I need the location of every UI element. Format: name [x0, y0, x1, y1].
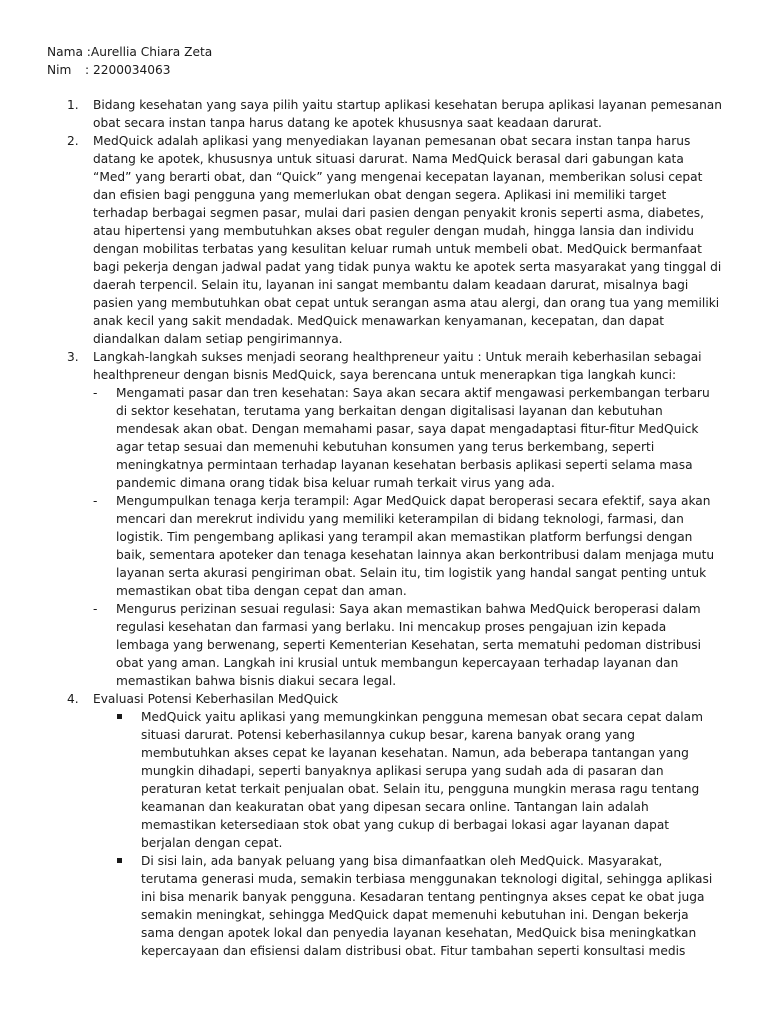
item-number: 3. — [67, 350, 79, 364]
name-value: Aurellia Chiara Zeta — [90, 45, 213, 59]
item-number: 2. — [67, 134, 79, 148]
numbered-list — [47, 96, 722, 960]
item-number: 1. — [67, 98, 79, 112]
nim-value: : 2200034063 — [85, 63, 171, 77]
subitem-text: MedQuick yaitu aplikasi yang memungkinkan pengguna memesan obat secara cepat dalam situasi darurat. Potensi keberhasilannya cukup besar, karena banyak orang yang membutuhkan akses cepat ke layanan kesehatan. Namun, ada beberapa tantangan yang mungkin dihadapi, seperti banyaknya aplikasi serupa yang sudah ada di pasaran dan peraturan ketat terkait penjualan obat. Selain itu, pengguna mungkin merasa ragu tentang keamanan dan keakuratan obat yang dipesan secara online. Tantangan lain adalah memastikan ketersediaan stok obat yang cukup di berbagai lokasi agar layanan dapat berjalan dengan cepat. — [141, 710, 703, 850]
dash-bullet: - — [93, 602, 98, 616]
subitem-text: Mengumpulkan tenaga kerja terampil: Agar MedQuick dapat beroperasi secara efektif, saya akan mencari dan merekrut individu yang memiliki keterampilan di bidang teknologi, farmasi, dan logistik. Tim pengembang aplikasi yang terampil akan memastikan platform berfungsi dengan baik, sementara apoteker dan tenaga kesehatan lainnya akan berkontribusi dalam menjaga mutu layanan serta akurasi pengiriman obat. Selain itu, tim logistik yang handal sangat penting untuk memastikan obat tiba dengan cepat dan aman. — [116, 494, 715, 598]
dash-list-item — [93, 384, 722, 492]
square-bullet-icon — [117, 858, 122, 863]
item-text: Evaluasi Potensi Keberhasilan MedQuick — [93, 692, 339, 706]
item-text: Langkah-langkah sukses menjadi seorang healthpreneur yaitu : Untuk meraih keberhasilan sebagai healthpreneur dengan bisnis MedQuick, saya berencana untuk menerapkan tiga langkah kunci: — [93, 350, 702, 382]
name-label: Nama : — [47, 45, 91, 59]
dash-list — [93, 384, 722, 690]
subitem-text: Di sisi lain, ada banyak peluang yang bisa dimanfaatkan oleh MedQuick. Masyarakat, terutama generasi muda, semakin terbiasa menggunakan teknologi digital, sehingga aplikasi ini bisa menarik banyak pengguna. Kesadaran tentang pentingnya akses cepat ke obat juga semakin meningkat, sehingga MedQuick dapat memenuhi kebutuhan ini. Dengan bekerja sama dengan apotek lokal dan penyedia layanan kesehatan, MedQuick bisa meningkatkan kepercayaan dan efisiensi dalam distribusi obat. Fitur tambahan seperti konsultasi medis — [141, 854, 713, 958]
subitem-text: Mengurus perizinan sesuai regulasi: Saya akan memastikan bahwa MedQuick beroperasi dalam regulasi kesehatan dan farmasi yang berlaku. Ini mencakup proses pengajuan izin kepada lembaga yang berwenang, seperti Kementerian Kesehatan, serta mematuhi pedoman distribusi obat yang aman. Langkah ini krusial untuk membangun kepercayaan terhadap layanan dan memastikan bahwa bisnis diakui secara legal. — [116, 602, 702, 688]
dash-list-item — [93, 600, 722, 690]
nim-label: Nim — [47, 63, 72, 77]
subitem-text: Mengamati pasar dan tren kesehatan: Saya akan secara aktif mengawasi perkembangan terbaru di sektor kesehatan, terutama yang berkaitan dengan digitalisasi layanan dan kebutuhan mendesak akan obat. Dengan memahami pasar, saya dapat mengadaptasi fitur-fitur MedQuick agar tetap sesuai dan memenuhi kebutuhan konsumen yang terus berkembang, seperti meningkatnya permintaan terhadap layanan kesehatan berbasis aplikasi seperti selama masa pandemic dimana orang tidak bisa keluar rumah terkait virus yang ada. — [116, 386, 710, 490]
name-line — [47, 43, 722, 61]
dash-list-item — [93, 492, 722, 600]
list-item-3 — [47, 348, 722, 690]
list-item-4 — [47, 690, 722, 960]
square-bullet-icon — [117, 714, 122, 719]
item-text: Bidang kesehatan yang saya pilih yaitu startup aplikasi kesehatan berupa aplikasi layanan pemesanan obat secara instan tanpa harus datang ke apotek khususnya saat keadaan darurat. — [93, 98, 722, 130]
square-list-item — [93, 708, 722, 852]
square-list-item — [93, 852, 722, 960]
item-number: 4. — [67, 692, 79, 706]
dash-bullet: - — [93, 494, 98, 508]
dash-bullet: - — [93, 386, 98, 400]
item-text: MedQuick adalah aplikasi yang menyediakan layanan pemesanan obat secara instan tanpa harus datang ke apotek, khususnya untuk situasi darurat. Nama MedQuick berasal dari gabungan kata “Med” yang berarti obat, dan “Quick” yang mengenai kecepatan layanan, memberikan solusi cepat dan efisien bagi pengguna yang memerlukan obat dengan segera. Aplikasi ini memiliki target terhadap berbagai segmen pasar, mulai dari pasien dengan penyakit kronis seperti asma, diabetes, atau hipertensi yang membutuhkan akses obat reguler dengan mudah, hingga lansia dan individu dengan mobilitas terbatas yang kesulitan keluar rumah untuk membeli obat. MedQuick bermanfaat bagi pekerja dengan jadwal padat yang tidak punya waktu ke apotek serta masyarakat yang tinggal di daerah terpencil. Selain itu, layanan ini sangat membantu dalam keadaan darurat, misalnya bagi pasien yang membutuhkan obat cepat untuk serangan asma atau alergi, dan orang tua yang memiliki anak kecil yang sakit mendadak. MedQuick menawarkan kenyamanan, kecepatan, dan dapat diandalkan dalam setiap pengirimannya. — [93, 134, 722, 346]
list-item-1 — [47, 96, 722, 132]
nim-line — [47, 61, 722, 79]
list-item-2 — [47, 132, 722, 348]
square-bullet-list — [93, 708, 722, 960]
